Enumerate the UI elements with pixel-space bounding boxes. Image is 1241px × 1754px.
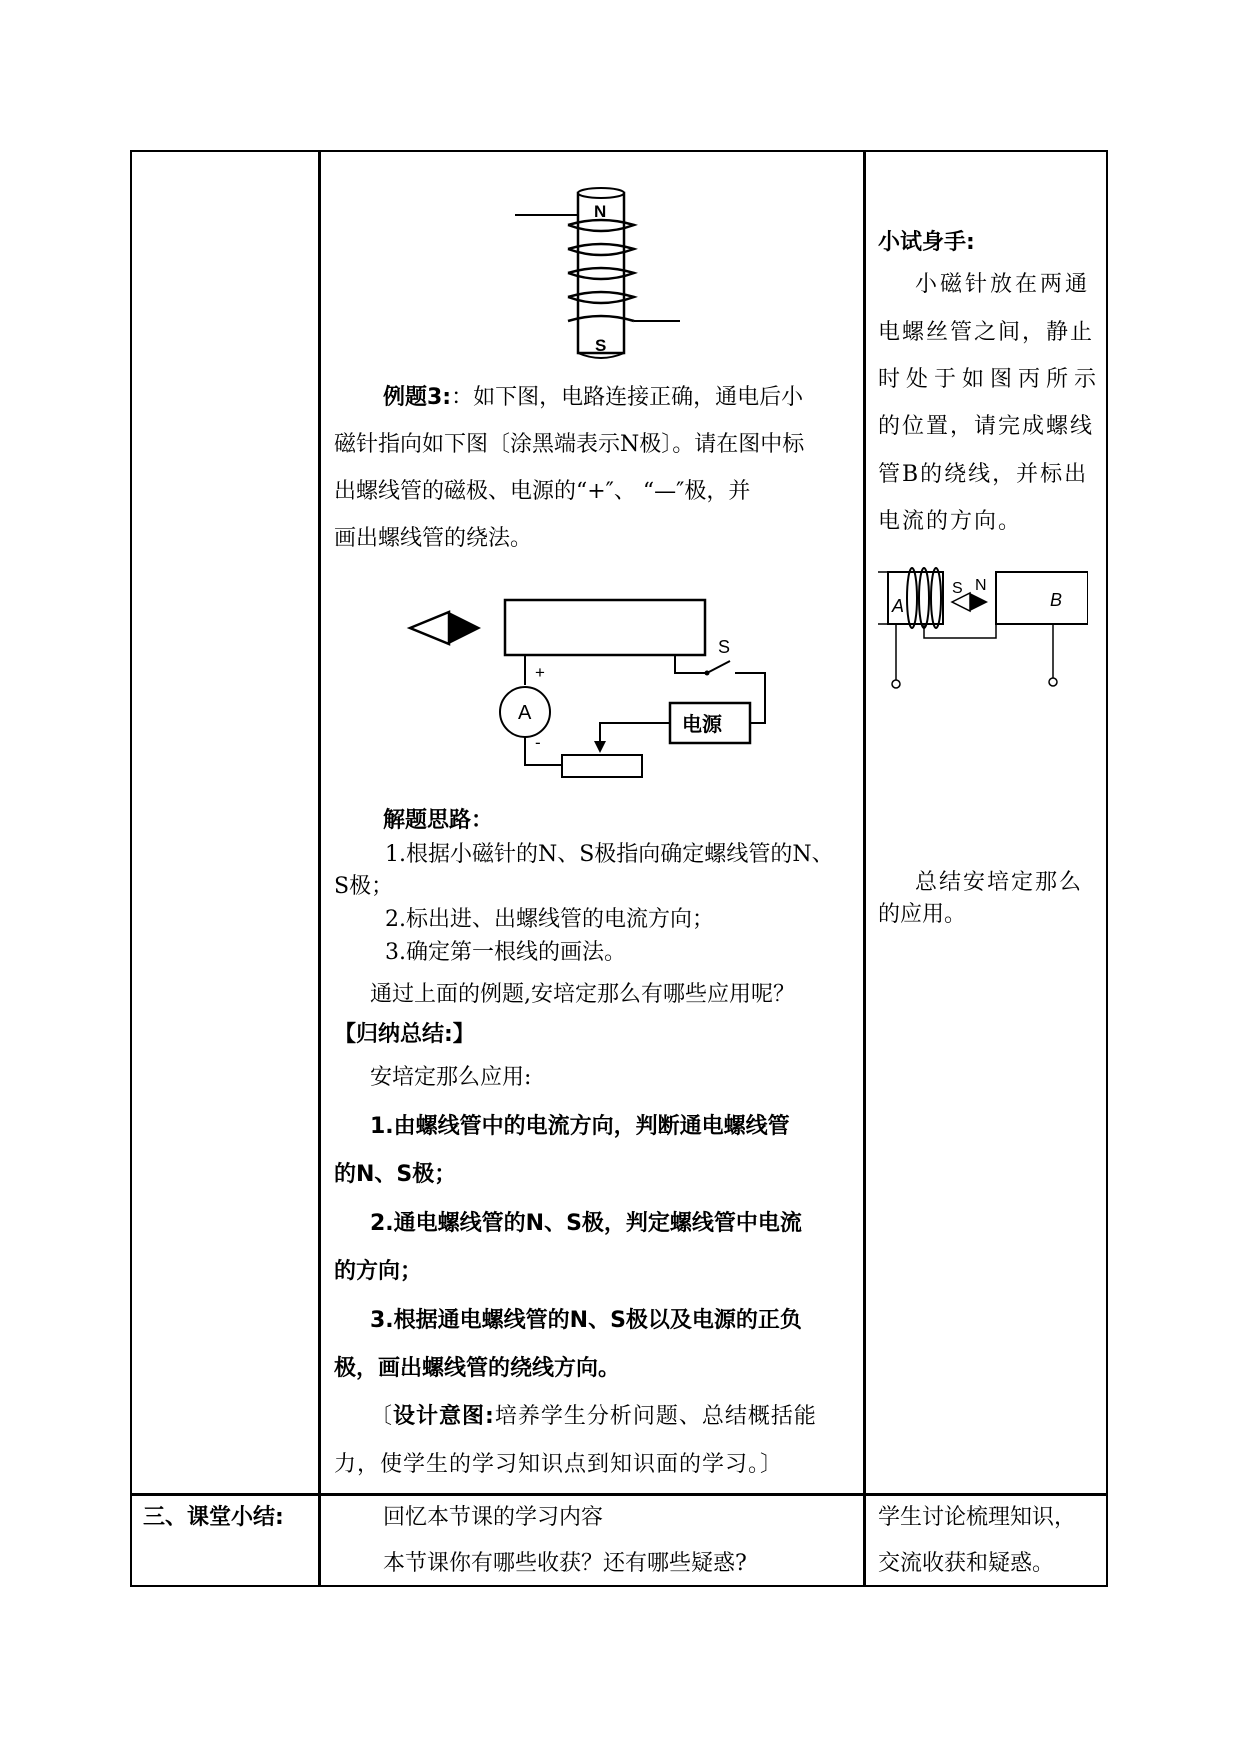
try-line-1: 小磁针放在两通 — [915, 272, 1091, 297]
solution-line-1: 1.根据小磁针的N、S极指向确定螺线管的N、 — [385, 842, 834, 867]
summary-title: 【归纳总结:】 — [334, 1022, 475, 1047]
solution-title: 解题思路： — [383, 808, 494, 833]
solution-line-5: 通过上面的例题,安培定那么有哪些应用呢？ — [370, 982, 795, 1007]
try-line-3: 时处于如图丙所示 — [878, 367, 1103, 392]
try-line-6: 电流的方向。 — [878, 509, 1023, 534]
try-line-5: 管B的绕线，并标出 — [878, 462, 1089, 487]
needle-n-label: N — [975, 577, 987, 594]
example-line-1: ：如下图，电路连接正确，通电后小 — [451, 385, 804, 410]
solution-line-2: S极； — [334, 874, 394, 899]
example-line-2: 磁针指向如下图〔涂黑端表示N极〕。请在图中标 — [334, 432, 805, 457]
column-divider-2 — [863, 150, 866, 1587]
try-line-2: 电螺丝管之间，静止 — [878, 320, 1095, 345]
bottom-mid-line-1: 回忆本节课的学习内容 — [383, 1505, 604, 1530]
section-heading: 三、课堂小结: — [143, 1505, 284, 1530]
example-line-4: 画出螺线管的绕法。 — [334, 526, 533, 551]
design-line-1: 培养学生分析问题、总结概括能 — [494, 1404, 817, 1429]
circuit-figure — [405, 595, 780, 795]
row-divider — [130, 1493, 1108, 1496]
power-source-label: 电源 — [682, 714, 722, 736]
solenoid-a-label: A — [892, 596, 905, 616]
summary-line-1: 1.由螺线管中的电流方向，判断通电螺线管 — [370, 1114, 790, 1139]
design-line-2: 力，使学生的学习知识点到知识面的学习。〕 — [334, 1452, 784, 1477]
solenoid-figure — [510, 185, 695, 370]
example-title: 例题3: — [383, 385, 452, 410]
bottom-mid-line-2: 本节课你有哪些收获？还有哪些疑惑? — [383, 1551, 747, 1576]
needle-s-label: S — [952, 580, 963, 597]
solution-line-4: 3.确定第一根线的画法。 — [385, 940, 626, 965]
example-line-3: 出螺线管的磁极、电源的“+″、 “—″极，并 — [334, 479, 751, 504]
solenoid-s-label: S — [595, 336, 607, 355]
design-prefix: 〔 — [370, 1404, 394, 1429]
try-line-4: 的位置，请完成螺线 — [878, 414, 1095, 439]
solenoid-b-label: B — [1050, 590, 1063, 610]
column-divider-1 — [318, 150, 321, 1587]
design-label: 设计意图: — [393, 1404, 495, 1429]
bottom-right-line-1: 学生讨论梳理知识， — [878, 1505, 1077, 1530]
right-summary-line-2: 的应用。 — [878, 902, 967, 927]
summary-line-2: 的N、S极； — [334, 1162, 457, 1187]
bottom-right-line-2: 交流收获和疑惑。 — [878, 1551, 1055, 1576]
summary-line-4: 的方向； — [334, 1259, 423, 1284]
ammeter-label: A — [518, 702, 532, 724]
two-solenoid-figure — [878, 560, 1088, 705]
right-summary-line-1: 总结安培定那么 — [915, 870, 1084, 895]
ammeter-minus: - — [535, 733, 541, 752]
summary-line-6: 极，画出螺线管的绕线方向。 — [334, 1356, 621, 1381]
summary-subtitle: 安培定那么应用: — [370, 1065, 532, 1090]
try-title: 小试身手: — [878, 230, 975, 255]
ammeter-plus: + — [535, 663, 545, 682]
switch-label: S — [718, 637, 731, 657]
solution-line-3: 2.标出进、出螺线管的电流方向； — [385, 907, 714, 932]
summary-line-3: 2.通电螺线管的N、S极，判定螺线管中电流 — [370, 1211, 802, 1236]
solenoid-n-label: N — [594, 202, 607, 221]
summary-line-5: 3.根据通电螺线管的N、S极以及电源的正负 — [370, 1308, 802, 1333]
